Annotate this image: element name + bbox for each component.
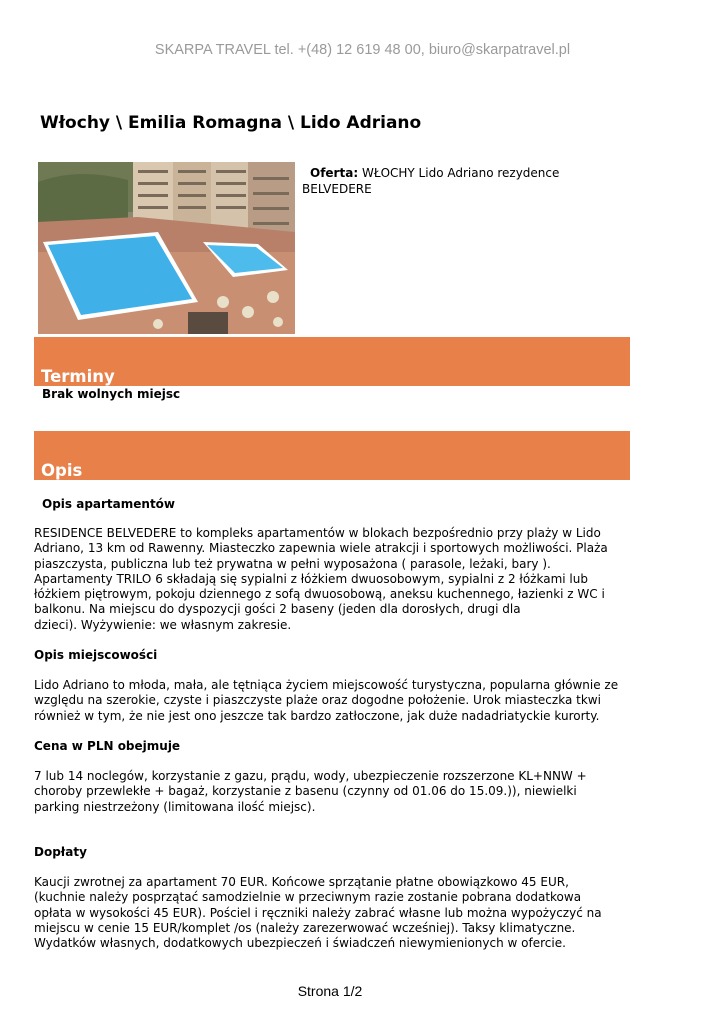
subheading-apartments: Opis apartamentów — [42, 497, 176, 511]
page-number: Strona 1/2 — [297, 983, 363, 999]
terminy-section-header — [34, 337, 630, 386]
subheading-location: Opis miejscowości — [34, 648, 158, 662]
offer-value-line2: BELVEDERE — [302, 182, 372, 196]
terminy-heading: Terminy — [41, 367, 115, 386]
text-line: (kuchnie należy posprzątać samodzielnie w przeciwnym razie zostanie pobrana dodatkowa — [34, 890, 582, 905]
text-line: choroby przewlekłe + bagaż, korzystanie z basenu (czynny od 01.06 do 15.09.)), niewielki — [34, 784, 577, 799]
text-line: łóżkiem piętrowym, pokoju dziennego z sofą dwuosobową, aneksu kuchennego, łazienki z WC i — [34, 587, 605, 602]
text-line: Adriano, 13 km od Rawenny. Miasteczko zapewnia wiele atrakcji i sportowych możliwości. Plaża — [34, 541, 608, 556]
apartments-description — [34, 526, 634, 633]
text-line: balkonu. Na miejscu do dyspozycji gości 2 baseny (jeden dla dorosłych, drugi dla — [34, 602, 521, 617]
opis-section-header — [34, 431, 630, 480]
text-line: Kaucji zwrotnej za apartament 70 EUR. Końcowe sprzątanie płatne obowiązkowo 45 EUR, — [34, 875, 569, 889]
text-line: parking niestrzeżony (limitowana ilość miejsc). — [34, 799, 316, 814]
text-line: Lido Adriano to młoda, mała, ale tętniąca życiem miejscowość turystyczna, popularna głównie ze — [34, 678, 619, 692]
text-line: RESIDENCE BELVEDERE to kompleks apartamentów w blokach bezpośrednio przy plaży w Lido — [34, 526, 601, 540]
text-line: 7 lub 14 noclegów, korzystanie z gazu, prądu, wody, ubezpieczenie rozszerzone KL+NNW + — [34, 769, 587, 783]
subheading-surcharges: Dopłaty — [34, 845, 87, 859]
offer-label: Oferta: — [310, 166, 359, 180]
subheading-price-includes: Cena w PLN obejmuje — [34, 739, 181, 753]
page-header-contact: SKARPA TRAVEL tel. +(48) 12 619 48 00, biuro@skarpatravel.pl — [154, 42, 571, 58]
text-line: również w tym, że nie jest ono jeszcze tak bardzo zatłoczone, jak duże nadadriatyckie kurorty. — [34, 708, 600, 723]
price-includes-description — [34, 769, 634, 815]
offer-info — [302, 165, 602, 197]
text-line: dzieci). Wyżywienie: we własnym zakresie. — [34, 617, 292, 632]
text-line: względu na szerokie, czyste i piaszczyste plaże oraz dogodne położenie. Urok miasteczka tkwi — [34, 693, 601, 708]
text-line: piaszczysta, publiczna lub też prywatna w pełni wyposażona ( parasole, leżaki, bary ). — [34, 556, 551, 571]
opis-heading: Opis — [41, 461, 83, 480]
text-line: miejscu w cenie 15 EUR/komplet /os (należy zarezerwować wcześniej). Taksy klimatyczne. — [34, 920, 576, 935]
availability-status: Brak wolnych miejsc — [42, 387, 181, 401]
text-line: opłata w wysokości 45 EUR). Pościel i ręczniki należy zabrać własne lub można wypożyczyć na — [34, 905, 602, 920]
hotel-pool-photo — [38, 162, 295, 334]
page-title: Włochy \ Emilia Romagna \ Lido Adriano — [40, 113, 422, 133]
surcharges-description — [34, 875, 634, 951]
text-line: Wydatków własnych, dodatkowych ubezpieczeń i świadczeń niewymienionych w ofercie. — [34, 936, 566, 951]
location-description — [34, 678, 634, 724]
offer-value-line1: WŁOCHY Lido Adriano rezydence — [361, 166, 560, 180]
text-line: Apartamenty TRILO 6 składają się sypialni z łóżkiem dwuosobowym, sypialni z 2 łóżkami lub — [34, 571, 588, 586]
